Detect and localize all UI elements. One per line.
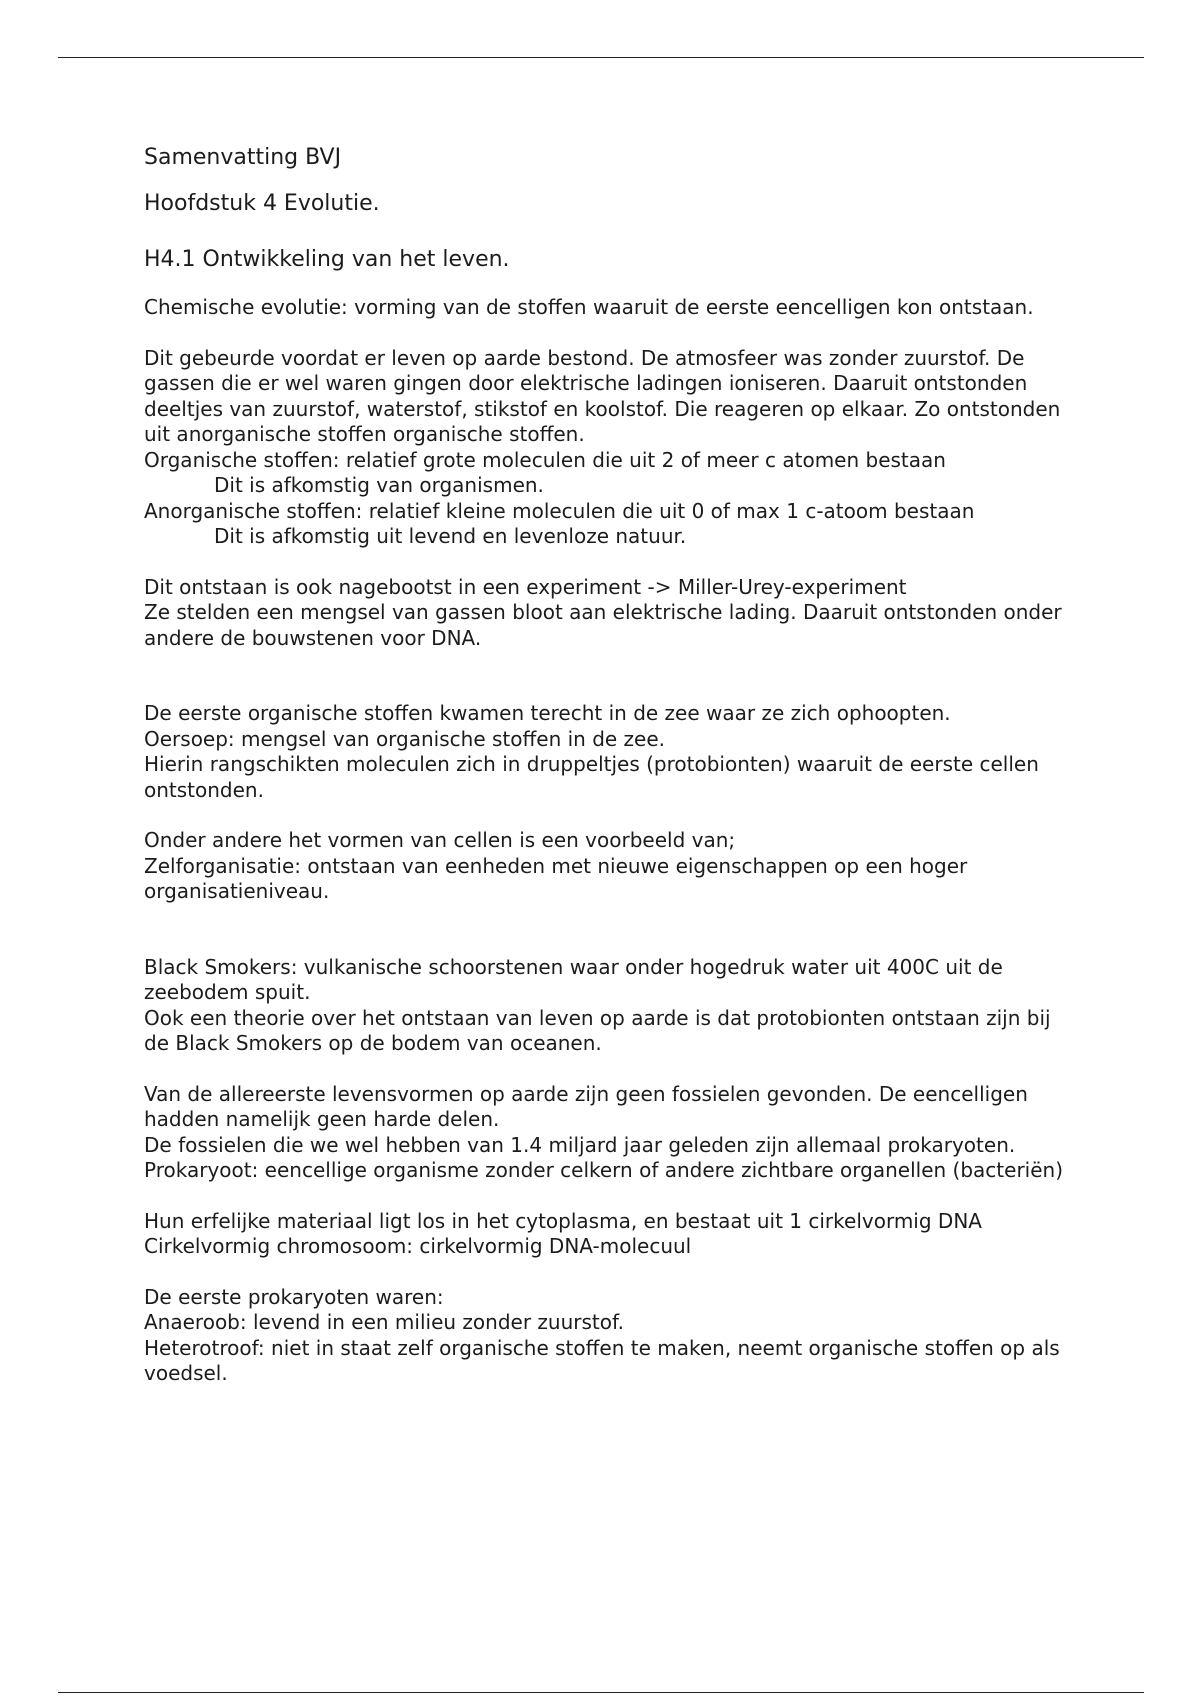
top-rule [58, 57, 1144, 58]
definition-oersoep: Oersoep: mengsel van organische stoffen in de zee. [144, 726, 666, 751]
definition-organische-stoffen: Organische stoffen: relatief grote moleculen die uit 2 of meer c atomen bestaan [144, 447, 946, 472]
paragraph-prokaryoten-fossielen: De fossielen die we wel hebben van 1.4 miljard jaar geleden zijn allemaal prokaryoten. [144, 1132, 1016, 1157]
paragraph-fossielen: Van de allereerste levensvormen op aarde zijn geen fossielen gevonden. De eencelligen hadden namelijk geen harde delen. [144, 1081, 1028, 1131]
paragraph-vormen-cellen: Onder andere het vormen van cellen is een voorbeeld van; [144, 828, 736, 852]
document-body [144, 143, 1074, 1387]
bottom-rule [58, 1692, 1144, 1693]
chapter-heading: Hoofdstuk 4 Evolutie. [144, 191, 380, 216]
definition-anaeroob: Anaeroob: levend in een milieu zonder zuurstof. [144, 1310, 624, 1334]
note-organische-stoffen: Dit is afkomstig van organismen. [214, 473, 544, 497]
section-heading: H4.1 Ontwikkeling van het leven. [144, 247, 510, 272]
definition-cirkelvormig-chromosoom: Cirkelvormig chromosoom: cirkelvormig DNA-molecuul [144, 1234, 692, 1258]
definition-heterotroof: Heterotroof: niet in staat zelf organische stoffen te maken, neemt organische stoffen op als voedsel. [144, 1335, 1060, 1385]
definition-black-smokers: Black Smokers: vulkanische schoorstenen waar onder hogedruk water uit 400C uit de zeebodem spuit. [144, 954, 1003, 1004]
note-anorganische-stoffen: Dit is afkomstig uit levend en levenloze natuur. [214, 524, 687, 548]
paragraph-atmosfeer: Dit gebeurde voordat er leven op aarde bestond. De atmosfeer was zonder zuurstof. De gassen die er wel waren gingen door elektrische ladingen ioniseren. Daaruit ontstonden deeltjes van zuurstof, waterstof, stikstof en koolstof. Die reageren op elkaar. Zo ontstonden uit anorganische stoffen organische stoffen. [144, 345, 1061, 446]
paragraph-eerste-organische-stoffen: De eerste organische stoffen kwamen terecht in de zee waar ze zich ophoopten. [144, 701, 951, 725]
definition-prokaryoot: Prokaryoot: eencellige organisme zonder celkern of andere zichtbare organellen (bacteriën) [144, 1158, 1064, 1182]
document-title: Samenvatting BVJ [144, 145, 342, 170]
definition-zelforganisatie: Zelforganisatie: ontstaan van eenheden met nieuwe eigenschappen op een hoger organisatieniveau. [144, 853, 968, 903]
paragraph-theorie-protobionten: Ook een theorie over het ontstaan van leven op aarde is dat protobionten ontstaan zijn bij de Black Smokers op de bodem van oceanen. [144, 1005, 1051, 1055]
paragraph-mengsel-gassen: Ze stelden een mengsel van gassen bloot aan elektrische lading. Daaruit ontstonden onder andere de bouwstenen voor DNA. [144, 600, 1062, 650]
paragraph-protobionten: Hierin rangschikten moleculen zich in druppeltjes (protobionten) waaruit de eerste cellen ontstonden. [144, 752, 1039, 802]
paragraph-erfelijk-materiaal: Hun erfelijke materiaal ligt los in het cytoplasma, en bestaat uit 1 cirkelvormig DNA [144, 1208, 982, 1233]
paragraph-eerste-prokaryoten: De eerste prokaryoten waren: [144, 1284, 444, 1309]
definition-anorganische-stoffen: Anorganische stoffen: relatief kleine moleculen die uit 0 of max 1 c-atoom bestaan [144, 498, 975, 523]
paragraph-chemische-evolutie: Chemische evolutie: vorming van de stoffen waaruit de eerste eencelligen kon ontstaan. [144, 295, 1034, 319]
paragraph-miller-urey: Dit ontstaan is ook nagebootst in een experiment -> Miller-Urey-experiment [144, 574, 907, 599]
